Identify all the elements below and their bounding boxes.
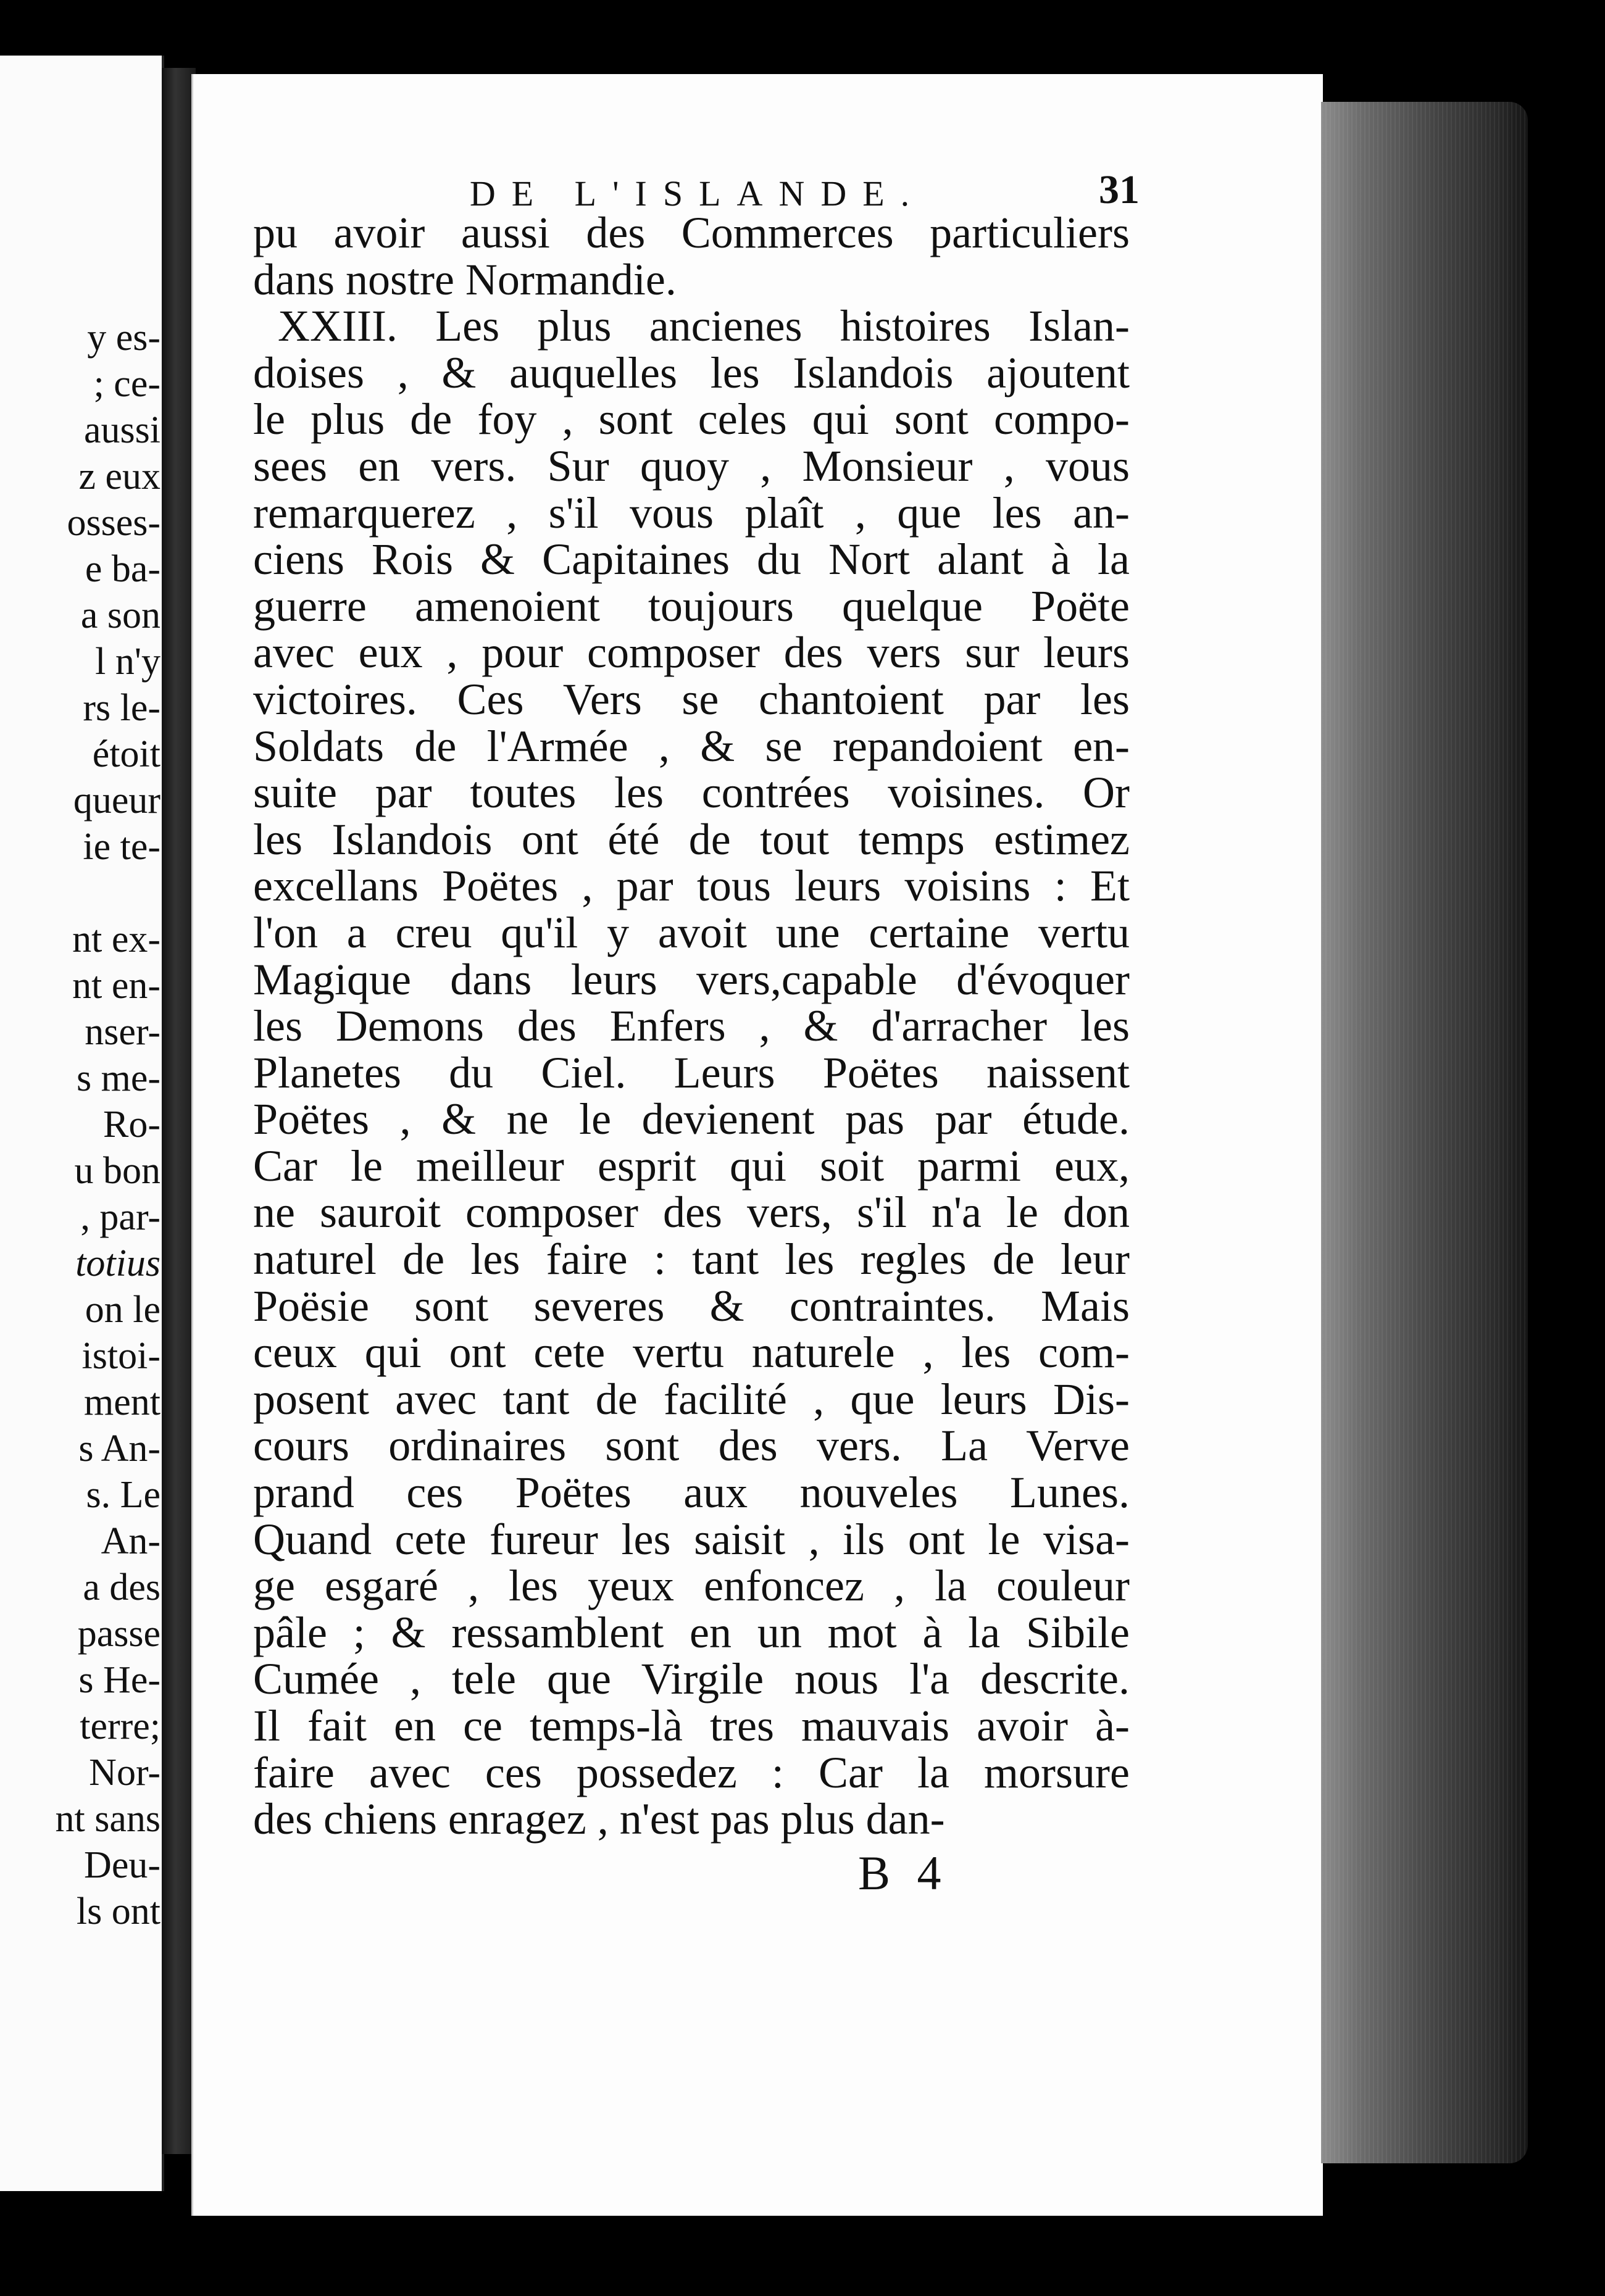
text-line: Planetes du Ciel. Leurs Poëtes naissent xyxy=(253,1047,1130,1097)
text-line: pu avoir aussi des Commerces particuliers xyxy=(253,208,1130,257)
left-page-fragment: aussi xyxy=(84,409,160,451)
left-page-fragment: on le xyxy=(85,1289,160,1331)
text-line: suite par toutes les contrées voisines. Or xyxy=(253,768,1130,818)
left-page-fragment: y es- xyxy=(87,317,160,359)
text-line: Cumée , tele que Virgile nous l'a descrite. xyxy=(253,1654,1130,1704)
left-page-fragment: l n'y xyxy=(95,641,160,683)
signature-mark: B 4 xyxy=(858,1846,949,1900)
left-facing-page xyxy=(0,56,164,2191)
text-line: remarquerez , s'il vous plaît , que les an- xyxy=(253,488,1130,538)
text-line: naturel de les faire : tant les regles de leur xyxy=(253,1234,1130,1284)
left-page-fragment: passe xyxy=(77,1613,160,1655)
left-page-fragment: ment xyxy=(84,1381,160,1423)
left-page-fragment: terre; xyxy=(80,1705,160,1747)
left-page-fragment xyxy=(0,870,162,917)
text-line: avec eux , pour composer des vers sur leurs xyxy=(253,628,1130,678)
text-line: sees en vers. Sur quoy , Monsieur , vous xyxy=(253,441,1130,491)
book-fore-edge xyxy=(1321,102,1528,2163)
left-page-fragment: ie te- xyxy=(83,826,160,868)
text-line: excellans Poëtes , par tous leurs voisins : Et xyxy=(253,861,1130,911)
text-line: ge esgaré , les yeux enfoncez , la couleur xyxy=(253,1561,1130,1611)
text-line: ceux qui ont cete vertu naturele , les com- xyxy=(253,1328,1130,1378)
text-line: guerre amenoient toujours quelque Poëte xyxy=(253,581,1130,631)
text-line: posent avec tant de facilité , que leurs Dis- xyxy=(253,1374,1130,1424)
left-page-fragment: nt ex- xyxy=(72,918,160,960)
left-page-fragment: s me- xyxy=(76,1057,160,1099)
text-line: cours ordinaires sont des vers. La Verve xyxy=(253,1421,1130,1471)
left-page-fragment: rs le- xyxy=(83,687,160,729)
text-line: l'on a creu qu'il y avoit une certaine vertu xyxy=(253,907,1130,957)
left-page-fragment: nt sans xyxy=(55,1798,160,1840)
text-line: Soldats de l'Armée , & se repandoient en- xyxy=(253,721,1130,771)
left-page-fragment: queur xyxy=(73,780,160,821)
left-page-fragment: a son xyxy=(80,594,160,636)
text-line: les Demons des Enfers , & d'arracher les xyxy=(253,1001,1130,1051)
body-text xyxy=(253,210,1130,1843)
text-line: doises , & auquelles les Islandois ajoutent xyxy=(253,347,1130,397)
text-line: ne sauroit composer des vers, s'il n'a le don xyxy=(253,1188,1130,1237)
text-line: prand ces Poëtes aux nouveles Lunes. xyxy=(253,1468,1130,1518)
left-page-fragment: Ro- xyxy=(103,1104,160,1146)
running-head: DE L'ISLANDE. xyxy=(469,173,926,214)
left-page-fragment: istoi- xyxy=(81,1335,160,1377)
left-page-fragment: , par- xyxy=(80,1196,160,1238)
left-page-fragment: An- xyxy=(101,1520,160,1562)
text-line: Magique dans leurs vers,capable d'évoquer xyxy=(253,954,1130,1004)
left-page-fragment: osses- xyxy=(67,502,160,544)
book-gutter xyxy=(162,68,196,2154)
left-page-fragment: étoit xyxy=(92,733,160,775)
left-page-fragment: a des xyxy=(83,1566,160,1608)
left-page-fragment: s An- xyxy=(78,1428,160,1470)
page-number: 31 xyxy=(1099,167,1140,212)
left-page-fragment: ls ont xyxy=(76,1890,160,1932)
text-line: victoires. Ces Vers se chantoient par les xyxy=(253,674,1130,724)
left-page-fragment: Deu- xyxy=(84,1844,160,1886)
left-page-fragment: totius xyxy=(75,1242,160,1284)
left-page-fragment: s He- xyxy=(78,1659,160,1701)
text-line: des chiens enragez , n'est pas plus dan- xyxy=(253,1794,945,1844)
left-page-fragment: ; ce- xyxy=(93,363,160,405)
text-line: ciens Rois & Capitaines du Nort alant à la xyxy=(253,534,1130,584)
text-line: pâle ; & ressamblent en un mot à la Sibile xyxy=(253,1607,1130,1657)
left-page-fragment: u bon xyxy=(74,1150,160,1192)
left-page-fragment: z eux xyxy=(78,455,160,497)
text-line: les Islandois ont été de tout temps estimez xyxy=(253,814,1130,864)
left-page-fragment: s. Le xyxy=(86,1474,160,1516)
text-line: faire avec ces possedez : Car la morsure xyxy=(253,1747,1130,1797)
left-page-fragment: Nor- xyxy=(89,1752,160,1794)
text-line: le plus de foy , sont celes qui sont compo- xyxy=(253,394,1130,444)
left-page-text-fragments xyxy=(0,315,162,1935)
text-line: dans nostre Normandie. xyxy=(253,254,677,304)
left-page-fragment: nser- xyxy=(85,1011,160,1053)
text-line: Poëtes , & ne le devienent pas par étude. xyxy=(253,1094,1130,1144)
text-line: Car le meilleur esprit qui soit parmi eux, xyxy=(253,1141,1130,1191)
text-line: Il fait en ce temps-là tres mauvais avoir à- xyxy=(253,1701,1130,1750)
text-line: XXIII. Les plus ancienes histoires Islan- xyxy=(278,301,1130,351)
left-page-fragment: e ba- xyxy=(85,548,160,590)
left-page-fragment: nt en- xyxy=(72,965,160,1007)
text-line: Poësie sont severes & contraintes. Mais xyxy=(253,1281,1130,1331)
text-line: Quand cete fureur les saisit , ils ont le visa- xyxy=(253,1514,1130,1564)
